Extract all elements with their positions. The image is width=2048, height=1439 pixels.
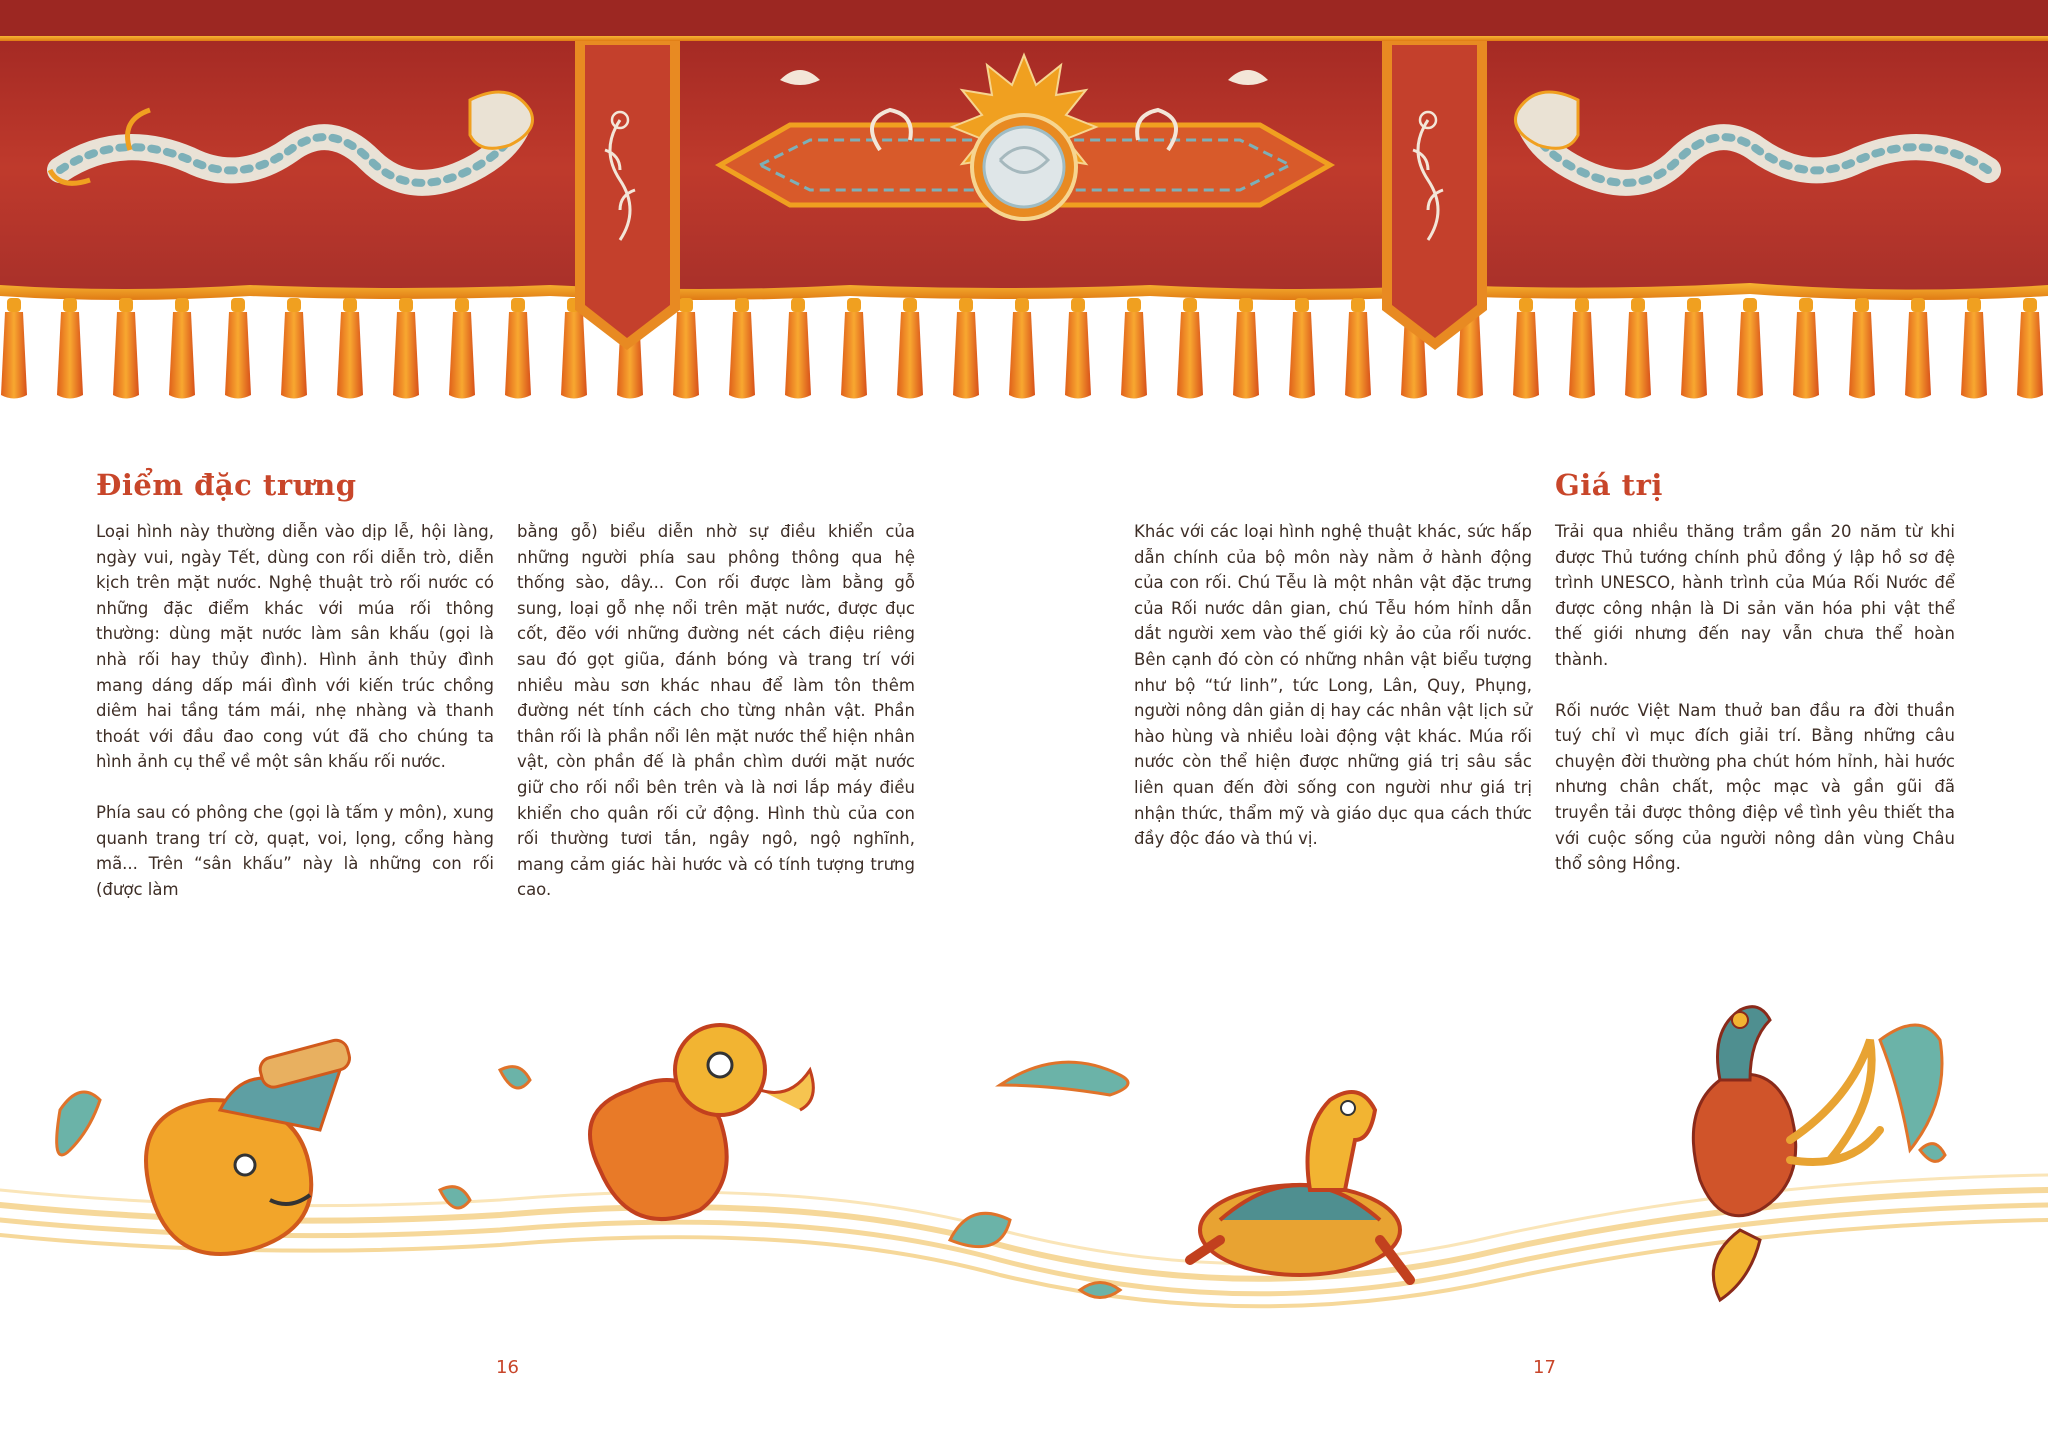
- turtle-puppet-icon: [1190, 1092, 1410, 1280]
- lion-puppet-icon: [590, 1025, 813, 1219]
- tassel-icon: [1, 298, 27, 399]
- tassel-icon: [1793, 298, 1819, 399]
- tassel-icon: [57, 298, 83, 399]
- tassel-icon: [1961, 298, 1987, 399]
- tassel-icon: [1233, 298, 1259, 399]
- tassel-icon: [1681, 298, 1707, 399]
- tassel-icon: [897, 298, 923, 399]
- phoenix-puppet-icon: [1693, 1007, 1880, 1300]
- flower-pendant-icon: [1382, 41, 1487, 350]
- tassel-icon: [729, 298, 755, 399]
- section-heading-features: Điểm đặc trưng: [96, 468, 357, 502]
- tassel-icon: [113, 298, 139, 399]
- flower-pendant-icon: [575, 41, 680, 350]
- tassel-icon: [1121, 298, 1147, 399]
- tassel-icon: [673, 298, 699, 399]
- tassel-icon: [2017, 298, 2043, 399]
- page-number-right: 17: [1533, 1357, 1556, 1378]
- tassel-icon: [1625, 298, 1651, 399]
- tassel-icon: [281, 298, 307, 399]
- text-column-1: [96, 519, 494, 927]
- tassel-icon: [505, 298, 531, 399]
- tassel-icon: [1569, 298, 1595, 399]
- decorative-banner: [0, 0, 2048, 420]
- tassel-icon: [169, 298, 195, 399]
- paragraph: Rối nước Việt Nam thuở ban đầu ra đời thuần tuý chỉ vì mục đích giải trí. Bằng những câu chuyện đời thường pha chút hóm hỉnh, hài hước nhưng chân chất, mộc mạc và gần gũi đã truyền tải được thông điệp về tình yêu thiết tha với cuộc sống của người nông dân vùng Châu thổ sông Hồng.: [1555, 700, 1955, 874]
- tassel-icon: [841, 298, 867, 399]
- tassel-icon: [1289, 298, 1315, 399]
- paragraph: Phía sau có phông che (gọi là tấm y môn), xung quanh trang trí cờ, quạt, voi, lọng, cổng hàng mã... Trên “sân khấu” này là những con rối (được làm: [96, 802, 494, 899]
- paragraph: bằng gỗ) biểu diễn nhờ sự điều khiển của những người phía sau phông thông qua hệ thống sào, dây... Con rối được làm bằng gỗ sung, loại gỗ nhẹ nổi trên mặt nước, được đục cốt, đẽo với những đường nét cách điệu riêng sau đó gọt giũa, đánh bóng và trang trí với nhiều màu sơn khác nhau để làm tôn thêm đường nét tính cách cho từng nhân vật. Phần thân rối là phần nổi lên mặt nước thể hiện nhân vật, còn phần đế là phần chìm dưới mặt nước giữ cho rối nổi bên trên và là nơi lắp máy điều khiển cho quân rối cử động. Hình thù của con rối thường tươi tắn, ngây ngô, ngộ nghĩnh, mang cảm giác hài hước và có tính tượng trưng cao.: [517, 522, 915, 900]
- tassel-icon: [1513, 298, 1539, 399]
- text-column-3: [1134, 519, 1532, 877]
- tassel-icon: [953, 298, 979, 399]
- tassel-icon: [1737, 298, 1763, 399]
- paragraph: Khác với các loại hình nghệ thuật khác, sức hấp dẫn chính của bộ môn này nằm ở hành động của con rối. Chú Tễu là một nhân vật đặc trưng của Rối nước dân gian, chú Tễu hóm hỉnh dẫn dắt người xem vào thế giới kỳ ảo của rối nước. Bên cạnh đó còn có những nhân vật biểu tượng như bộ “tứ linh”, tức Long, Lân, Quy, Phụng, người nông dân giản dị hay các nhân vật lịch sử hào hùng và nhiều loài động vật khác. Múa rối nước còn thể hiện được những giá trị sâu sắc liên quan đến đời sống con người như giá trị nhận thức, thẩm mỹ và giáo dục qua cách thức đầy độc đáo và thú vị.: [1134, 522, 1532, 849]
- tassel-icon: [1177, 298, 1203, 399]
- section-heading-values: Giá trị: [1555, 468, 1663, 502]
- text-column-2: [517, 519, 915, 928]
- tassel-icon: [449, 298, 475, 399]
- paragraph: Trải qua nhiều thăng trầm gần 20 năm từ khi được Thủ tướng chính phủ đồng ý lập hồ sơ đệ trình UNESCO, hành trình của Múa Rối Nước để được công nhận là Di sản văn hóa phi vật thể thế giới nhưng đến nay vẫn chưa thể hoàn thành.: [1555, 522, 1955, 669]
- tassel-icon: [393, 298, 419, 399]
- tassel-icon: [1905, 298, 1931, 399]
- tassel-icon: [225, 298, 251, 399]
- sun-medallion-icon: [720, 55, 1330, 219]
- text-column-4: [1555, 519, 1955, 902]
- paragraph: Loại hình này thường diễn vào dịp lễ, hội làng, ngày vui, ngày Tết, dùng con rối diễn trò, diễn kịch trên mặt nước. Nghệ thuật trò rối nước có những đặc điểm khác với múa rối thông thường: dùng mặt nước làm sân khấu (gọi là nhà rối hay thủy đình). Hình ảnh thủy đình mang dáng dấp mái đình với kiến trúc chồng diêm hai tầng tám mái, nhẹ nhàng và thanh thoát với đầu đao cong vút đã cho chúng ta hình ảnh cụ thể về một sân khấu rối nước.: [96, 522, 494, 772]
- puppet-illustration: [0, 990, 2048, 1330]
- tassel-icon: [337, 298, 363, 399]
- tassel-icon: [1065, 298, 1091, 399]
- tassel-icon: [785, 298, 811, 399]
- tassel-icon: [1345, 298, 1371, 399]
- tassel-icon: [1849, 298, 1875, 399]
- page-number-left: 16: [496, 1357, 519, 1378]
- tassel-icon: [1009, 298, 1035, 399]
